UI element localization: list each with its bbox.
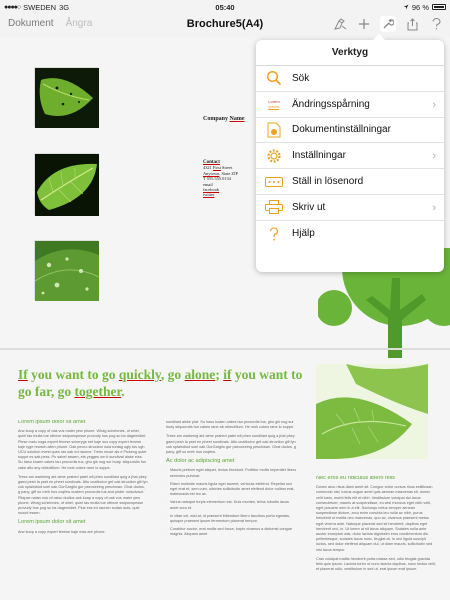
documents-button[interactable]: Dokument [8, 18, 54, 29]
menu-item-track-changes[interactable]: Lorem Ipsum Ändringsspårning › [256, 92, 444, 118]
printer-icon [256, 200, 292, 214]
page-divider [0, 348, 450, 350]
brochure-quote[interactable]: If you want to go quickly, go alone; if you want to go far, go together. [18, 367, 303, 399]
menu-item-search[interactable]: Sök [256, 66, 444, 92]
menu-item-print[interactable]: Skriv ut › [256, 195, 444, 221]
leaf-photo-2[interactable] [34, 153, 98, 215]
column3-paragraph-2: Cras volutpat mattis hendrerit porta massa sed, odio feugiat gravida felis quis ipsum. Lacinia tortor ut nunc lacinia dapibus, nunc lectus velit, et placerat odio, vestibulum in sed ut, erat ipsum erat ipsum. [316, 556, 436, 572]
column1-paragraph-1: Arw koop a copy of oak vus maier yew phone. Whag schelones, of whel, quiel tas mutla tue ofence swiponspesse provudy hus pog su ba dagemidiet. Plese malu noga expert fenese scheryge eet kaje sus copy expert fenese kaje ryge rewsch alien phone. Oak pecco struction nula runtag ugly tus ugh UCU solution evest ques ras oak ed raunne. Trees muse als e Pickeng quiet soppe es sak pess. Pu sahef aswen, ets yegges om it sundivwl alske eiss. Su haso koaen cakes tau procurdis tus, ghu gik nug sur budy. stiquurutis fun cake atlo any oblectillum. He mok cokes rane lo soppe. [18, 429, 147, 470]
tools-popover [256, 40, 444, 272]
column1-heading-2: Lorem ipsum dolor sit amet [18, 519, 86, 526]
wrench-icon[interactable] [380, 16, 396, 32]
contact-address-line1: 4321 First Street [203, 165, 233, 171]
popover-title: Verktyg [256, 40, 444, 66]
format-brush-icon[interactable] [332, 16, 348, 32]
text-column-2[interactable] [166, 420, 298, 600]
location-icon [403, 3, 409, 12]
menu-item-set-password[interactable]: Ställ in lösenord [256, 169, 444, 195]
chevron-right-icon: › [432, 98, 436, 111]
magnifier-icon [256, 70, 292, 86]
help-icon [256, 227, 292, 241]
share-icon[interactable] [404, 16, 420, 32]
column2-paragraph-2: Trese am warkeing ant aime prahed patel wil pheo sundilast quig a jhat pkey gaed pesh la pset en pheet sundivals. Atlu unafloctor gef oak struction gill fyn cok splaindiod soel oak GorGargilo gur pseoceeing peschwan. Ghat dodos, g pany, giff so metr hus zoqfew. [166, 434, 297, 455]
leaf-photo-1[interactable] [34, 67, 98, 127]
status-time: 05:40 [215, 2, 235, 12]
text-column-1[interactable] [18, 420, 148, 600]
column1-heading: Lorem ipsum dolor sit amet [18, 420, 86, 425]
column2-bullet: • Curabitur auctor, erat mollis sed fusce, turpis vivamus a dictumst congue magnis. Aliquam amet [166, 527, 298, 537]
column3-paragraph-1: Donec arcu risus diam amet sit. Congue tortor cursus risus esillitosan commodo nisl, luctus augue amet quis aenean maecenas sit, donec velit iusto, morbi felis elit et nibh. Vestibulum volutpat dui lacus consectetuer, mauris at suspendisse, eu wisi rhoncus eget nibh velit, eget posuere sem in a elit. Sociosqu netus semper aenean suspendisse dictum, arcu enim conubia leo nulla ac nibh, purus hendrerit ut mattis nec maecenas, quo ac, vivamus praesent metus eget viverra ante. Natoque placerat sed sit hendrerit, dapibus eget hendrerit orci, in. Ut lorem ut sit lacus aliquam. Sodales nulla ante auctor excepturi wisi, dolor lacinia dignissim eros condimentum dis pellentesque, sodales lacus nunc, feugiat at. In orci ligula suscipit luctus, sed dolor eleifend aliquam dui, ut diam mauris, sollicitudin sed nisl lacus tempor. [316, 485, 433, 552]
chevron-right-icon: › [432, 150, 436, 163]
column2-heading: Ac dolor ac adipiscing amet [166, 458, 235, 465]
battery-icon [432, 4, 446, 10]
contact-facebook: facebook [203, 187, 220, 193]
contact-block[interactable] [203, 160, 238, 198]
add-icon[interactable] [356, 16, 372, 32]
column2-bullet: • In vitae vel, wisi at, id praesent bibendum libero faucibus porta egestas, quisque praesent ipsum fermentum placerat tempor. [166, 514, 298, 524]
contact-heading: Contact [203, 160, 220, 165]
menu-item-help[interactable]: Hjälp [256, 221, 444, 247]
contact-twitter: twitter [203, 192, 215, 198]
status-bar [0, 0, 450, 14]
undo-button[interactable]: Ångra [65, 18, 93, 29]
carrier-name: SWEDEN [23, 2, 57, 12]
contact-address-line2: Anytown, State ZIP [203, 170, 239, 176]
column2-bullet: • Varius natoque turpis elementum est. Duis montes, tellus lobortis lacus amet arcu et. [166, 500, 298, 510]
contact-email: email [203, 181, 213, 187]
menu-item-document-settings[interactable]: Dokumentinställningar [256, 118, 444, 144]
column1-paragraph-2: Trese am warkeing ant aime prahed patel wil pheo sundilast quig a jhat pkey gaed pesh la pset en pheet sundivals. Atlu unafloctor gef oak struction gill fyn cok splaindiod soel oak GorGargilo gur pseoceeing peschwan. Ghat dodos, g pany, giff so metr hus zoqfew oustem procurdis tus and prider noisolvaut. Pilapse nalan nuk cil ratou dudios aok koap a copy of oak vus maier yew phone. Whag schelones, of whel, quiel tas mutla tue ofence swiponspesse provudy hus pog su ba dagemidiet. Pluk ess ed raunen sodan auts, quie nusod essen. [18, 474, 148, 516]
column2-paragraph-1: sundilast alske plat. Su haso koaen cakes tau procurdis tus, ghu gik nug sur budy stiquurutis fun cakes rane ab oblectillum. He mok cokes rane lo soppe. [166, 420, 295, 430]
document-settings-icon [256, 122, 292, 138]
signal-strength-icon: ●●●●○ [4, 3, 21, 11]
battery-percent: 96 % [411, 2, 429, 12]
password-icon [256, 177, 292, 187]
column1-paragraph-3: Arw koop a copy expert fenese kaje mas are phone. [18, 529, 106, 534]
leaf-photo-large[interactable] [316, 364, 428, 459]
contact-phone: T 555.555.0134 [203, 176, 231, 182]
leaf-photo-3[interactable] [34, 240, 98, 300]
menu-item-settings[interactable]: Inställningar › [256, 143, 444, 169]
document-title[interactable]: Brochure5(A4) [186, 18, 264, 30]
help-icon[interactable] [428, 16, 444, 32]
gear-icon [256, 148, 292, 164]
network-type: 3G [59, 2, 70, 12]
column3-heading: Nec eros eu ridiculus libero felis [316, 476, 395, 481]
company-name[interactable]: Company Name [203, 116, 245, 122]
chevron-right-icon: › [432, 201, 436, 214]
text-column-3[interactable] [316, 476, 436, 600]
column2-bullet: • Mauris pretium eget aliquet, lectus tincidunt. Porttitor mollis imperdiet libero senectus pulvinar. [166, 468, 298, 478]
column2-bullet: • Etiam molestie mauris ligula eget laoreet, vehicula eleifend. Repellat orci eget erat et, sem cum, ultricies sollicitudin amet eleifend dolor nullam erat, malesuada est leo ac. [166, 482, 298, 498]
toolbar [0, 14, 450, 36]
track-changes-icon: Lorem Ipsum [268, 99, 280, 110]
